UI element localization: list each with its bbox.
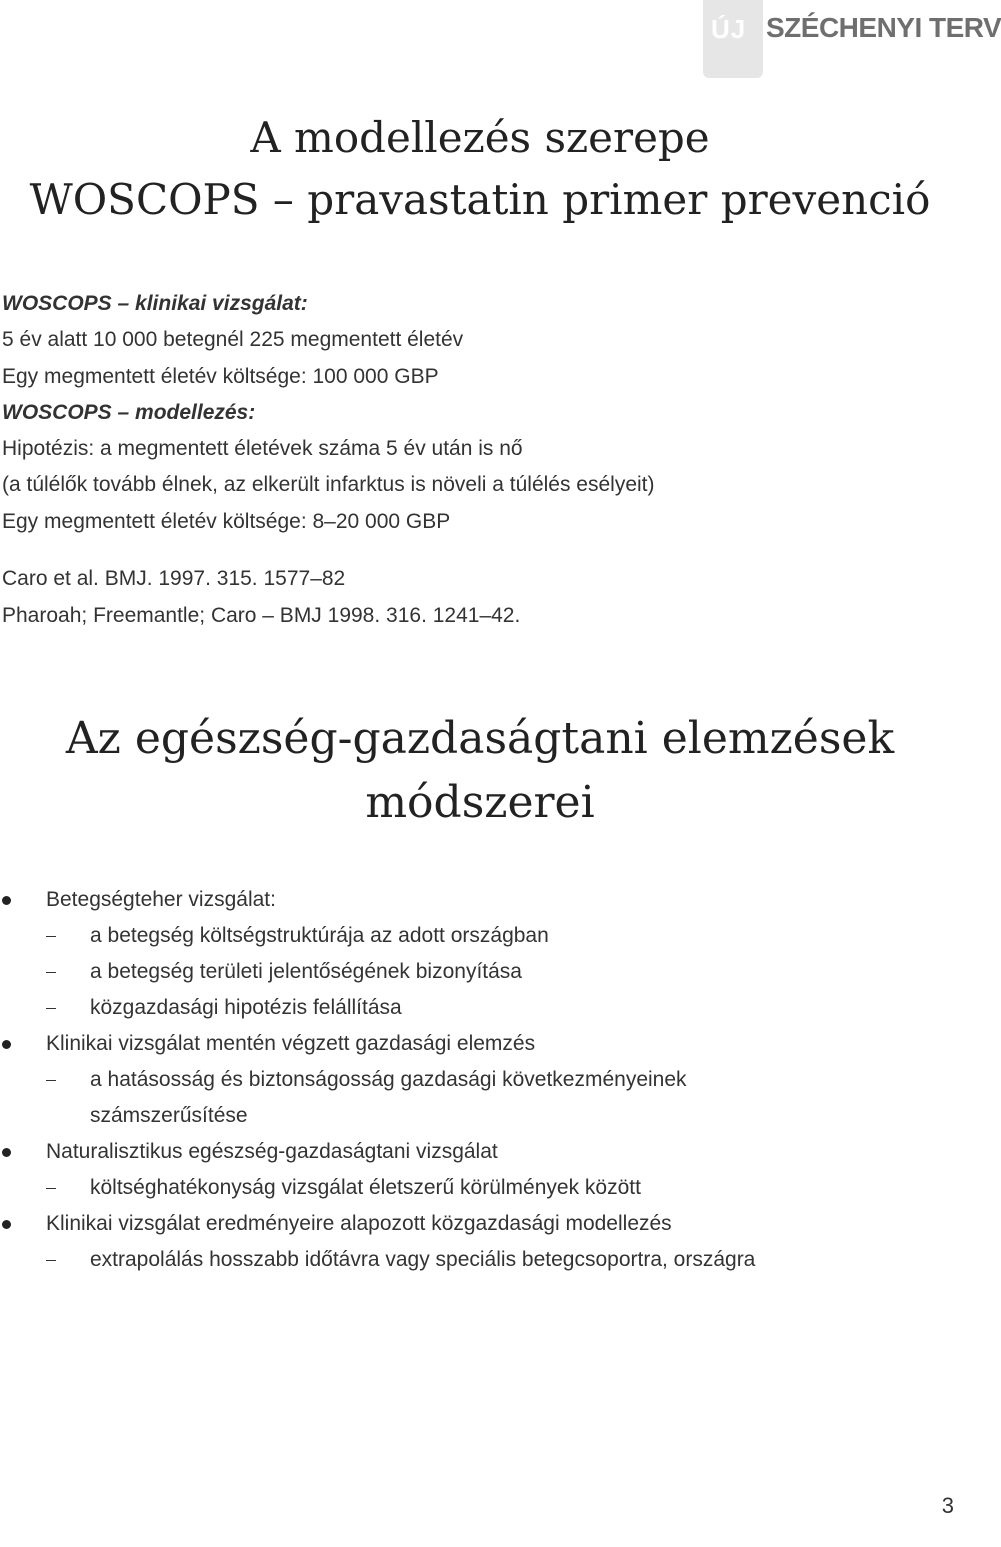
dash-icon [46,936,56,937]
list-item-text: Klinikai vizsgálat eredményeire alapozott közgazdasági modellezés [46,1212,672,1235]
logo-badge [703,0,763,78]
sub-list-item-continuation [0,1098,950,1134]
dash-icon [46,1008,56,1009]
dash-icon [46,1080,56,1081]
sub-list-item [0,1170,950,1206]
section1-title-line2: WOSCOPS – pravastatin primer prevenció [29,175,931,224]
section1-title-line1: A modellezés szerepe [250,113,710,162]
sub-list-item-text: a betegség területi jelentőségének bizonyítása [90,960,522,983]
szechenyi-terv-logo [700,0,1001,80]
dash-icon [46,972,56,973]
section2-title-line1: Az egészség-gazdaságtani elemzések [65,713,895,764]
list-item-text: Klinikai vizsgálat mentén végzett gazdasági elemzés [46,1032,536,1055]
summary-line: Egy megmentett életév költsége: 100 000 GBP [2,364,439,388]
bullet-icon [2,896,11,905]
sub-list-item-text: számszerűsítése [90,1104,248,1127]
reference-line: Caro et al. BMJ. 1997. 315. 1577–82 [2,567,346,590]
logo-badge-text: ÚJ [711,14,747,44]
list-item-text: Betegségteher vizsgálat: [46,888,276,911]
sub-list-item-text: közgazdasági hipotézis felállítása [90,996,402,1019]
list-item [0,1134,950,1170]
dash-icon [46,1188,56,1189]
sub-list-item [0,918,950,954]
reference-line: Pharoah; Freemantle; Caro – BMJ 1998. 316. 1241–42. [2,603,521,627]
list-item [0,882,950,918]
woscops-summary [2,286,655,540]
references [2,561,520,634]
sub-list-item [0,1062,950,1098]
sub-list-item-text: extrapolálás hosszabb időtávra vagy speciális betegcsoportra, országra [90,1248,756,1271]
bullet-icon [2,1220,11,1229]
sub-list-item-text: a hatásosság és biztonságosság gazdasági következményeinek [90,1068,687,1091]
page-number: 3 [941,1493,954,1518]
summary-line: (a túlélők tovább élnek, az elkerült infarktus is növeli a túlélés esélyeit) [2,473,655,497]
sub-list-item [0,954,950,990]
list-item-text: Naturalisztikus egészség-gazdaságtani vizsgálat [46,1140,498,1163]
summary-line-modelling-heading: WOSCOPS – modellezés: [2,400,256,424]
logo-brand-text: SZÉCHENYI TERV [766,12,1001,43]
summary-line: Egy megmentett életév költsége: 8–20 000 GBP [2,509,451,533]
list-item [0,1026,950,1062]
sub-list-item [0,1242,950,1278]
bullet-icon [2,1040,11,1049]
summary-line: 5 év alatt 10 000 betegnél 225 megmentett életév [2,328,464,352]
bullet-icon [2,1148,11,1157]
sub-list-item-text: költséghatékonyság vizsgálat életszerű körülmények között [90,1176,641,1199]
dash-icon [46,1260,56,1261]
summary-line-clinical-heading: WOSCOPS – klinikai vizsgálat: [2,292,308,315]
list-item [0,1206,950,1242]
sub-list-item-text: a betegség költségstruktúrája az adott országban [90,924,549,947]
sub-list-item [0,990,950,1026]
section2-title-line2: módszerei [365,777,595,828]
summary-line: Hipotézis: a megmentett életévek száma 5 év után is nő [2,437,523,461]
methods-list [0,882,950,1278]
